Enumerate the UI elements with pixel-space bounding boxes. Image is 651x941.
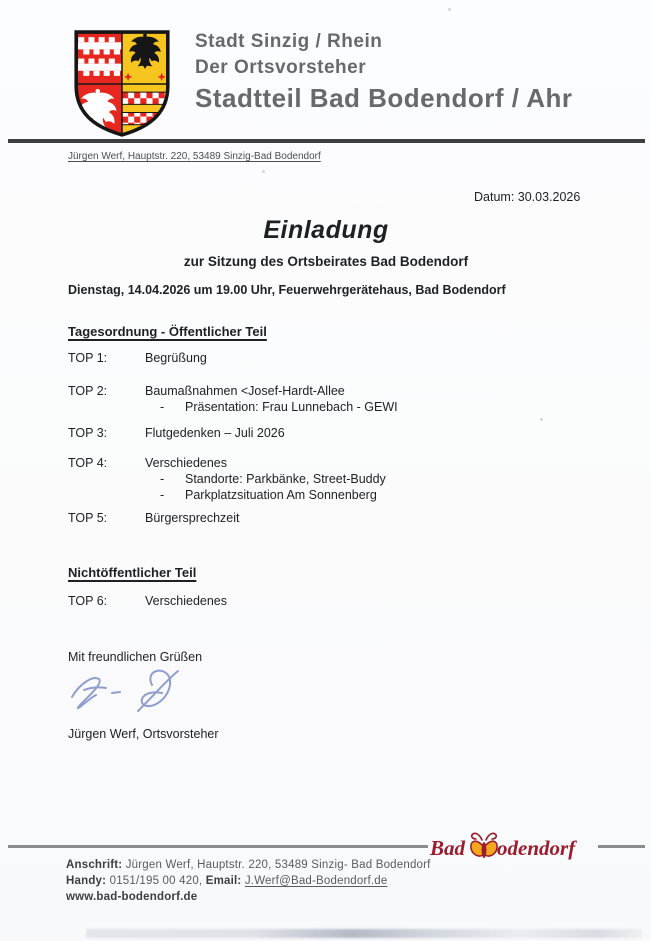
scan-artifact-bottom [86,929,642,938]
top2-subitem-1: Präsentation: Frau Lunnebach - GEWI [185,400,398,414]
footer-website-line: www.bad-bodendorf.de [66,891,198,903]
top5-label: TOP 5: [68,511,108,525]
scan-artifact: · ˙ · ˙ [352,202,398,211]
top5-text: Bürgersprechzeit [145,511,240,525]
top2-label: TOP 2: [68,384,108,398]
signer-name-line: Jürgen Werf, Ortsvorsteher [68,727,219,741]
meeting-info-line: Dienstag, 14.04.2026 um 19.00 Uhr, Feuerwehrgerätehaus, Bad Bodendorf [68,283,506,297]
footer-divider-right [598,845,645,848]
anschrift-label: Anschrift: [66,859,123,871]
agenda-item-top5 [68,511,240,525]
letterhead-line1: Stadt Sinzig / Rhein [195,31,383,52]
top3-text: Flutgedenken – Juli 2026 [145,426,285,440]
document-title: Einladung [263,216,389,244]
top4-subitem-1: Standorte: Parkbänke, Street-Buddy [185,472,386,486]
agenda-subitem [145,400,398,414]
handy-value: 0151/195 00 420, [109,875,203,887]
handy-label: Handy: [66,875,107,887]
agenda-subitem [145,472,386,486]
sender-address-line: Jürgen Werf, Hauptstr. 220, 53489 Sinzig-Bad Bodendorf [68,151,321,162]
email-label: Email: [205,875,242,887]
top6-text: Verschiedenes [145,594,228,608]
coat-of-arms-icon [66,27,178,141]
top1-text: Begrüßung [145,351,207,365]
top3-label: TOP 3: [68,426,108,440]
email-value: J.Werf@Bad-Bodendorf.de [244,875,388,887]
bullet-dash: - [160,472,165,486]
butterfly-icon [469,831,499,861]
top4-label: TOP 4: [68,456,108,470]
top6-label: TOP 6: [68,594,108,608]
scan-speck [540,418,543,421]
bad-bodendorf-logo [430,831,575,861]
agenda-item-top1 [68,351,207,365]
agenda-item-top4 [68,456,227,470]
bullet-dash: - [160,400,165,414]
closing-salutation: Mit freundlichen Grüßen [68,650,203,664]
agenda-item-top6 [68,594,227,608]
bullet-dash: - [160,488,165,502]
date-line: Datum: 30.03.2026 [474,190,581,204]
top4-text: Verschiedenes [145,456,228,470]
letterhead-line2: Der Ortsvorsteher [195,57,367,78]
handwritten-signature-icon [66,663,211,721]
top1-label: TOP 1: [68,351,108,365]
scan-speck [262,170,265,173]
top2-text: Baumaßnahmen <Josef-Hardt-Allee [145,384,345,398]
scan-speck [448,8,451,11]
nonpublic-agenda-heading: Nichtöffentlicher Teil [68,565,197,580]
logo-text-bad: Bad [430,836,466,860]
agenda-item-top2 [68,384,345,398]
header-divider [8,139,645,143]
footer-contact-line [66,875,388,887]
agenda-item-top3 [68,426,285,440]
logo-text-odendorf: odendorf [497,836,576,860]
agenda-subitem [145,488,377,502]
document-subtitle: zur Sitzung des Ortsbeirates Bad Bodendorf [183,254,469,269]
footer-address-line [66,859,431,871]
anschrift-value: Jürgen Werf, Hauptstr. 220, 53489 Sinzig- Bad Bodendorf [125,859,431,871]
top4-subitem-2: Parkplatzsituation Am Sonnenberg [185,488,377,502]
public-agenda-heading: Tagesordnung - Öffentlicher Teil [68,324,267,339]
letterhead-line3: Stadtteil Bad Bodendorf / Ahr [195,83,573,113]
footer-divider-left [8,845,428,848]
letterhead [195,32,573,111]
